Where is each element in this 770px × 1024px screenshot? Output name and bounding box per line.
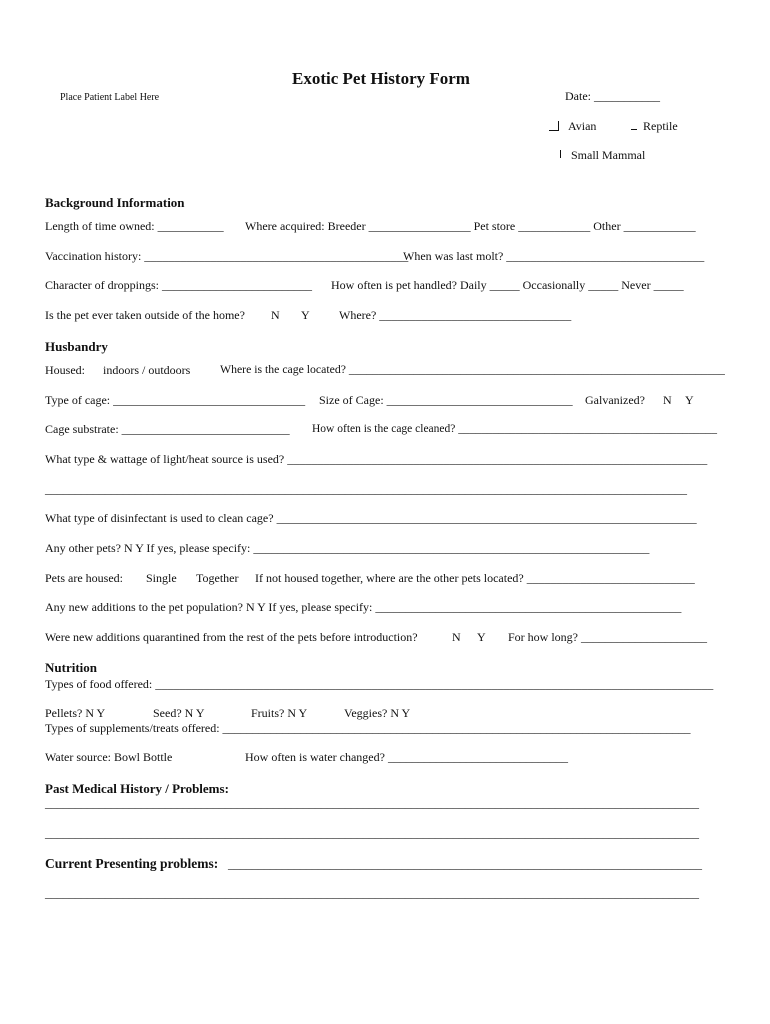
cage-location-field[interactable]: Where is the cage located? ________________________________________________________________ <box>220 363 725 376</box>
fruits-option[interactable]: Fruits? N Y <box>251 706 308 720</box>
current-problems-heading: Current Presenting problems: <box>45 856 219 871</box>
water-source-field[interactable]: Water source: Bowl Bottle <box>45 750 173 764</box>
galvanized-question: Galvanized? <box>585 393 645 407</box>
galvanized-no-option[interactable]: N <box>663 393 672 407</box>
housed-single-option[interactable]: Single <box>146 571 177 585</box>
where-acquired-field[interactable]: Where acquired: Breeder _________________ Pet store ____________ Other ____________ <box>245 219 696 233</box>
light-heat-continuation-line[interactable]: ___________________________________________________________________________________________________________ <box>45 482 687 496</box>
housed-options[interactable]: indoors / outdoors <box>103 363 191 377</box>
water-changed-field[interactable]: How often is water changed? ______________________________ <box>245 750 568 764</box>
outside-yes-option[interactable]: Y <box>301 308 310 322</box>
cage-size-field[interactable]: Size of Cage: _______________________________ <box>319 393 573 407</box>
galvanized-yes-option[interactable]: Y <box>685 393 694 407</box>
page-title: Exotic Pet History Form <box>292 69 470 88</box>
avian-checkbox[interactable] <box>549 121 559 131</box>
not-together-field[interactable]: If not housed together, where are the other pets located? ____________________________ <box>255 571 695 585</box>
pets-housed-label: Pets are housed: <box>45 571 123 585</box>
cage-type-field[interactable]: Type of cage: ________________________________ <box>45 393 306 407</box>
outside-no-option[interactable]: N <box>271 308 280 322</box>
nutrition-heading: Nutrition <box>45 660 97 675</box>
where-outside-field[interactable]: Where? ________________________________ <box>339 308 572 322</box>
housed-label: Housed: <box>45 363 85 377</box>
quarantine-question: Were new additions quarantined from the rest of the pets before introduction? <box>45 630 418 644</box>
outside-question: Is the pet ever taken outside of the home? <box>45 308 245 322</box>
substrate-field[interactable]: Cage substrate: ____________________________ <box>45 422 290 436</box>
supplements-field[interactable]: Types of supplements/treats offered: ______________________________________________________________________________ <box>45 721 691 735</box>
quarantine-yes-option[interactable]: Y <box>477 630 486 644</box>
small-mammal-checkbox[interactable] <box>560 150 561 158</box>
past-medical-line-2[interactable]: _____________________________________________________________________________________________________________ <box>45 826 699 840</box>
disinfectant-field[interactable]: What type of disinfectant is used to clean cage? ______________________________________________________________________ <box>45 511 697 525</box>
quarantine-duration-field[interactable]: For how long? _____________________ <box>508 630 707 644</box>
past-medical-heading: Past Medical History / Problems: <box>45 781 229 796</box>
new-additions-field[interactable]: Any new additions to the pet population? N Y If yes, please specify: ___________________________________________________ <box>45 600 682 614</box>
seed-option[interactable]: Seed? N Y <box>153 706 205 720</box>
small-mammal-label: Small Mammal <box>571 148 646 162</box>
husbandry-heading: Husbandry <box>45 339 108 354</box>
pellets-option[interactable]: Pellets? N Y <box>45 706 106 720</box>
droppings-field[interactable]: Character of droppings: _________________________ <box>45 278 312 292</box>
light-heat-field[interactable]: What type & wattage of light/heat source is used? ______________________________________________________________________ <box>45 452 708 466</box>
past-medical-line-1[interactable]: _____________________________________________________________________________________________________________ <box>45 796 699 810</box>
veggies-option[interactable]: Veggies? N Y <box>344 706 411 720</box>
last-molt-field[interactable]: When was last molt? _________________________________ <box>403 249 705 263</box>
patient-label-placeholder: Place Patient Label Here <box>60 92 160 103</box>
reptile-label: Reptile <box>643 119 678 133</box>
food-types-field[interactable]: Types of food offered: _____________________________________________________________________________________________ <box>45 677 714 691</box>
current-problems-line-1[interactable]: _______________________________________________________________________________ <box>228 857 702 871</box>
background-heading: Background Information <box>45 195 185 210</box>
other-pets-field[interactable]: Any other pets? N Y If yes, please specify: __________________________________________________________________ <box>45 541 650 555</box>
date-field[interactable]: Date: ___________ <box>565 89 660 103</box>
quarantine-no-option[interactable]: N <box>452 630 461 644</box>
length-owned-field[interactable]: Length of time owned: ___________ <box>45 219 224 233</box>
housed-together-option[interactable]: Together <box>196 571 239 585</box>
vaccination-field[interactable]: Vaccination history: ____________________________________________ <box>45 249 409 263</box>
current-problems-line-2[interactable]: _____________________________________________________________________________________________________________ <box>45 886 699 900</box>
handled-field[interactable]: How often is pet handled? Daily _____ Occasionally _____ Never _____ <box>331 278 684 292</box>
reptile-checkbox[interactable] <box>631 129 637 130</box>
cleaned-field[interactable]: How often is the cage cleaned? _____________________________________________ <box>312 423 717 435</box>
avian-label: Avian <box>568 119 597 133</box>
